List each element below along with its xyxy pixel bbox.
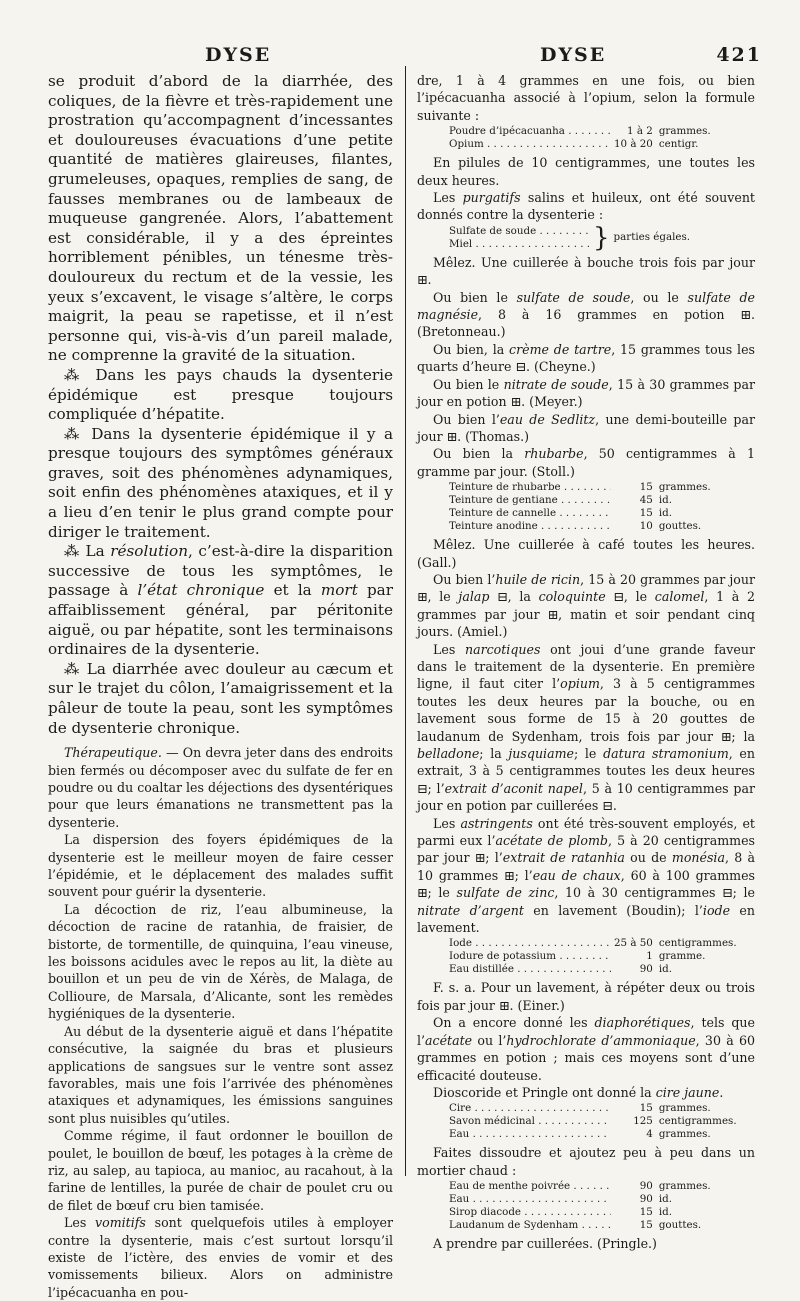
page-number: 421 bbox=[716, 44, 762, 66]
paragraph-symptoms: se produit d’abord de la diarrhée, des coliques, de la fièvre et très-rapidement une prostration qu’accompagnent d’incessantes et douloureuses évacuations d’une petite quantité de matières glaireuses, filantes, grumeleuses, opaques, remplies de sang, de fausses membranes ou de lambeaux de muqueuse gangrenée. Alors, l’abattement est considérable, il y a des épreintes horriblement pénibles, un ténesme très-douloureux du rectum et de la vessie, les yeux s’excavent, le visage s’altère, le corps maigrit, la peau se rapetisse, et il n’est personne qui, vis-à-vis d’un pareil malade, ne comprenne la gravité de la situation. bbox=[48, 72, 393, 365]
paragraph-therapeutics: Thérapeutique. — On devra jeter dans des endroits bien fermés ou décomposer avec du sulfate de fer en poudre ou du coaltar les déjections des dysentériques pour que leurs émanations ne transmettent pas la dysenterie. bbox=[48, 745, 393, 830]
right-column bbox=[417, 72, 755, 1253]
left-header-title: DYSE bbox=[205, 44, 272, 66]
formula-row: Iode . . . 25 à 50 centigrammes. bbox=[449, 937, 755, 950]
formula-iodine bbox=[449, 937, 755, 976]
formula-row: Poudre d’ipécacuanha . . . 1 à 2 grammes. bbox=[449, 125, 755, 138]
formula-row: Iodure de potassium . . . 1 gramme. bbox=[449, 950, 755, 963]
paragraph-terminations: ⁂ La résolution, c’est-à-dire la disparition successive de tous les symptômes, le passage à l’état chronique et la mort par affaiblissement général, par péritonite aiguë, ou par hépatite, sont les terminaisons ordinaires de la dysenterie. bbox=[48, 542, 394, 659]
formula-row: Cire . . . 15 grammes. bbox=[449, 1102, 755, 1115]
brace-symbol: } bbox=[593, 222, 610, 253]
formula-row: Miel . . . bbox=[449, 238, 589, 251]
paragraph-rhubarb: Ou bien la rhubarbe, 50 centigrammes à 1 gramme par jour. (Stoll.) bbox=[417, 446, 755, 479]
paragraph-ipeca: dre, 1 à 4 grammes en une fois, ou bien l’ipécacuanha associé à l’opium, selon la formule suivante : bbox=[417, 73, 755, 123]
formula-row: Sirop diacode . . . 15 id. bbox=[449, 1206, 755, 1219]
paragraph-pills: En pilules de 10 centigrammes, une toutes les deux heures. bbox=[417, 155, 755, 188]
paragraph-bleeding: Au début de la dysenterie aiguë et dans l’hépatite consécutive, la saignée du bras et plusieurs applications de sangsues sur le ventre sont assez favorables, mais une fois l’arrivée des phénomènes ataxiques et adynamiques, les émissions sanguines sont plus nuisibles qu’utiles. bbox=[48, 1023, 393, 1126]
formula-row: Opium . . . 10 à 20 centigr. bbox=[449, 138, 755, 151]
formula-mint bbox=[449, 1180, 755, 1232]
formula-row: Teinture de gentiane . . . 45 id. bbox=[449, 494, 755, 507]
paragraph-chronic: ⁂ La diarrhée avec douleur au cæcum et sur le trajet du côlon, l’amaigrissement et la pâleur de toute la peau, sont les symptômes de dysenterie chronique. bbox=[48, 659, 393, 737]
formula-tinctures bbox=[449, 481, 755, 533]
running-header bbox=[0, 44, 800, 70]
paragraph-dispersion: La dispersion des foyers épidémiques de la dysenterie est le meilleur moyen de faire cesser l’épidémie, et le déplacement des malades suffit souvent pour guérir la dysenterie. bbox=[48, 832, 393, 900]
formula-row: Teinture de cannelle . . . 15 id. bbox=[449, 507, 755, 520]
paragraph-tartar: Ou bien, la crème de tartre, 15 grammes tous les quarts d’heure ⊟. (Cheyne.) bbox=[417, 341, 756, 375]
formula-row: Eau . . . 4 grammes. bbox=[449, 1128, 755, 1141]
paragraph-castor-oil: Ou bien l’huile de ricin, 15 à 20 grammes par jour ⊞, le jalap ⊟, la coloquinte ⊟, le calomel, 1 à 2 grammes par jour ⊞, matin et soir pendant cinq jours. (Amiel.) bbox=[417, 571, 756, 640]
formula-row: Savon médicinal . . . 125 centigrammes. bbox=[449, 1115, 755, 1128]
formula-row: Laudanum de Sydenham . . . 15 gouttes. bbox=[449, 1219, 755, 1232]
paragraph-sulfate: Ou bien le sulfate de soude, ou le sulfate de magnésie, 8 à 16 grammes en potion ⊞. (Bretonneau.) bbox=[417, 289, 755, 340]
paragraph-hot-countries: ⁂ Dans les pays chauds la dysenterie épidémique est presque toujours compliquée d’hépatite. bbox=[48, 365, 393, 424]
section-heading: Thérapeutique. bbox=[64, 745, 162, 761]
formula-row: Teinture de rhubarbe . . . 15 grammes. bbox=[449, 481, 755, 494]
paragraph-emetics: Les vomitifs sont quelquefois utiles à employer contre la dysenterie, mais c’est surtout lorsqu’il existe de l’ictère, des envies de vomir et des vomissements bilieux. Alors on administre l’ipécacuanha en pou- bbox=[48, 1215, 393, 1300]
formula-wax bbox=[449, 1102, 755, 1141]
formula-row: Eau de menthe poivrée . . . 90 grammes. bbox=[449, 1180, 755, 1193]
paragraph-pringle: A prendre par cuillerées. (Pringle.) bbox=[433, 1236, 657, 1252]
formula-row: Sulfate de soude . . . bbox=[449, 225, 589, 238]
paragraph-diaphoretics: On a encore donné les diaphorétiques, tels que l’acétate ou l’hydrochlorate d’ammoniaque, 30 à 60 grammes en potion ; mais ces moyens sont d’une efficacité douteuse. bbox=[417, 1015, 756, 1083]
paragraph-enema: F. s. a. Pour un lavement, à répéter deux ou trois fois par jour ⊞. (Einer.) bbox=[417, 980, 755, 1013]
paragraph-wax: Dioscoride et Pringle ont donné la cire jaune. bbox=[433, 1084, 724, 1100]
paragraph-mix: Mêlez. Une cuillerée à bouche trois fois par jour ⊞. bbox=[417, 254, 755, 288]
formula-sulfate-honey bbox=[449, 222, 755, 253]
formula-note: parties égales. bbox=[613, 231, 691, 244]
paragraph-general-symptoms: ⁂ Dans la dysenterie épidémique il y a presque toujours des symptômes généraux graves, soit des phénomènes adynamiques, soit enfin des phénomènes ataxiques, et il y a lieu d’en tenir le plus grand compte pour diriger le traitement. bbox=[48, 424, 393, 541]
formula-ipeca bbox=[449, 125, 755, 151]
paragraph-remedies: La décoction de riz, l’eau albumineuse, la décoction de racine de ratanhia, de fraisier, de bistorte, de tormentille, de quinquina, l’eau vineuse, les boissons acidules avec le repos au lit, la diète au bouillon et un peu de vin de Xérès, de Malaga, de Collioure, de Marsala, d’Alicante, sont les remèdes hygiéniques de la dysenterie. bbox=[48, 901, 393, 1022]
formula-row: Eau distillée . . . 90 id. bbox=[449, 963, 755, 976]
paragraph-dissolve: Faites dissoudre et ajoutez peu à peu dans un mortier chaud : bbox=[417, 1145, 755, 1178]
left-column bbox=[48, 72, 393, 1301]
paragraph-sedlitz: Ou bien l’eau de Sedlitz, une demi-bouteille par jour ⊞. (Thomas.) bbox=[417, 411, 755, 444]
formula-row: Eau . . . 90 id. bbox=[449, 1193, 755, 1206]
paragraph-nitrate: Ou bien le nitrate de soude, 15 à 30 grammes par jour en potion ⊞. (Meyer.) bbox=[417, 376, 755, 410]
paragraph-narcotics: Les narcotiques ont joui d’une grande faveur dans le traitement de la dysenterie. En première ligne, il faut citer l’opium, 3 à 5 centigrammes toutes les deux heures par la bouche, ou en lavement sous forme de 15 à 20 gouttes de laudanum de Sydenham, trois fois par jour ⊞; la belladone; la jusquiame; le datura stramonium, en extrait, 3 à 5 centigrammes toutes les deux heures ⊟; l’extrait d’aconit napel, 5 à 10 centigrammes par jour en potion par cuillerées ⊟. bbox=[417, 641, 755, 814]
paragraph-purgatives: Les purgatifs salins et huileux, ont été souvent donnés contre la dysenterie : bbox=[417, 190, 755, 223]
formula-row: Teinture anodine . . . 10 gouttes. bbox=[449, 520, 755, 533]
column-divider bbox=[405, 66, 406, 1176]
paragraph-diet: Comme régime, il faut ordonner le bouillon de poulet, le bouillon de bœuf, les potages à la crème de riz, au salep, au tapioca, au manioc, au racahout, à la farine de lentilles, la purée de chair de poulet cru ou de filet de bœuf cru bien tamisée. bbox=[48, 1128, 393, 1213]
paragraph-astringents: Les astringents ont été très-souvent employés, et parmi eux l’acétate de plomb, 5 à 20 centigrammes par jour ⊞; l’extrait de ratanhia ou de monésia, 8 à 10 grammes ⊞; l’eau de chaux, 60 à 100 grammes ⊞; le sulfate de zinc, 10 à 30 centigrammes ⊟; le nitrate d’argent en lavement (Boudin); l’iode en lavement. bbox=[417, 815, 756, 936]
paragraph-teaspoon: Mêlez. Une cuillerée à café toutes les heures. (Gall.) bbox=[417, 537, 755, 570]
right-header-title: DYSE bbox=[540, 44, 607, 66]
